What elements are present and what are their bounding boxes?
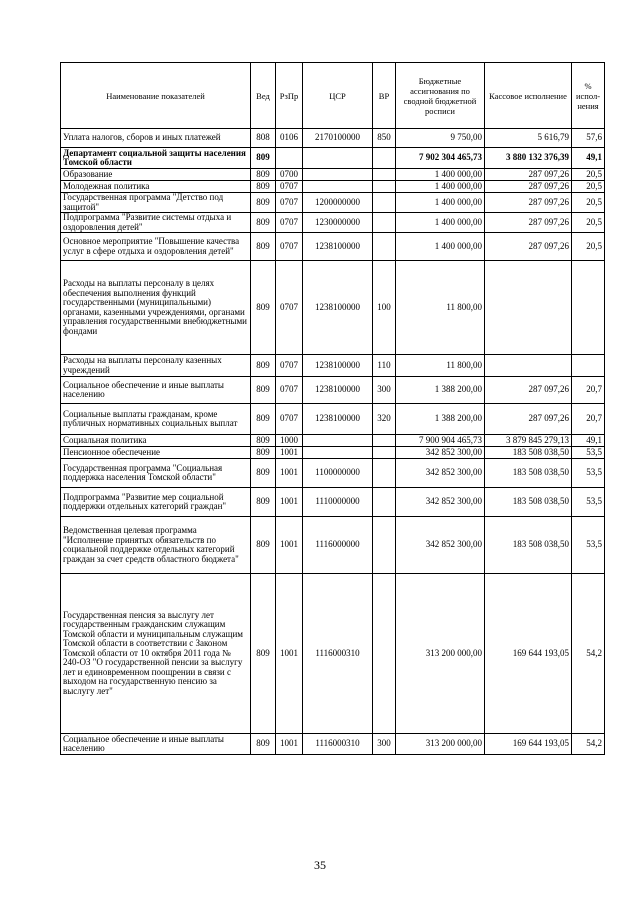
page-number: 35 [314,858,326,872]
row-vr: 100 [373,261,396,355]
row-rzpr: 0707 [276,377,303,404]
row-allocations: 342 852 300,00 [396,488,485,517]
row-csr [303,148,373,169]
row-name: Социальное обеспечение и иные выплаты населению [61,734,251,755]
row-cash-execution: 169 644 193,05 [485,734,572,755]
row-csr: 1238100000 [303,355,373,377]
row-name: Подпрограмма "Развитие мер социальной поддержки отдельных категорий граждан" [61,488,251,517]
header-allocations: Бюджетные ассигнования по сводной бюджетной росписи [396,63,485,129]
table-row [61,355,605,377]
header-rzpr: РзПр [276,63,303,129]
row-vr [373,488,396,517]
row-percent: 49,1 [572,435,605,447]
row-allocations: 1 400 000,00 [396,169,485,181]
row-allocations: 9 750,00 [396,129,485,148]
row-cash-execution: 183 508 038,50 [485,459,572,488]
row-allocations: 313 200 000,00 [396,574,485,734]
row-vr: 320 [373,404,396,435]
row-allocations: 313 200 000,00 [396,734,485,755]
row-name: Образование [61,169,251,181]
row-ved: 808 [251,129,276,148]
table-row [61,233,605,261]
row-vr: 110 [373,355,396,377]
header-csr: ЦСР [303,63,373,129]
row-percent: 54,2 [572,734,605,755]
table-row [61,181,605,193]
row-percent: 20,7 [572,404,605,435]
row-name: Ведомственная целевая программа "Исполнение принятых обязательств по социальной поддержке отдельных категорий граждан за счет средств областного бюджета" [61,517,251,574]
table-row [61,129,605,148]
row-ved: 809 [251,734,276,755]
row-cash-execution [485,261,572,355]
row-ved: 809 [251,148,276,169]
row-rzpr: 1001 [276,734,303,755]
row-rzpr: 0700 [276,169,303,181]
table-row [61,459,605,488]
row-csr: 1200000000 [303,193,373,213]
row-vr [373,435,396,447]
row-name: Расходы на выплаты персоналу казенных учреждений [61,355,251,377]
row-ved: 809 [251,447,276,459]
row-percent: 53,5 [572,447,605,459]
row-csr: 1238100000 [303,233,373,261]
row-percent: 53,5 [572,488,605,517]
row-vr [373,213,396,233]
table-row [61,213,605,233]
table-row [61,734,605,755]
row-csr: 1116000310 [303,734,373,755]
row-allocations: 342 852 300,00 [396,517,485,574]
row-csr: 1116000000 [303,517,373,574]
row-vr [373,517,396,574]
row-name: Пенсионное обеспечение [61,447,251,459]
row-ved: 809 [251,517,276,574]
table-row [61,148,605,169]
table-row [61,488,605,517]
row-name: Расходы на выплаты персоналу в целях обеспечения выполнения функций государственными (муниципальными) органами, казенными учреждениями, органами управления государственными внебюджетными фондами [61,261,251,355]
row-ved: 809 [251,169,276,181]
row-csr: 1238100000 [303,377,373,404]
row-vr: 850 [373,129,396,148]
row-ved: 809 [251,459,276,488]
row-cash-execution: 287 097,26 [485,193,572,213]
row-vr: 300 [373,377,396,404]
row-allocations: 1 400 000,00 [396,181,485,193]
row-cash-execution: 5 616,79 [485,129,572,148]
row-percent: 53,5 [572,459,605,488]
row-cash-execution: 183 508 038,50 [485,447,572,459]
row-rzpr: 1001 [276,459,303,488]
row-rzpr: 0707 [276,181,303,193]
header-cash-execution: Кассовое исполнение [485,63,572,129]
row-rzpr: 0707 [276,355,303,377]
row-percent: 57,6 [572,129,605,148]
row-rzpr: 1001 [276,488,303,517]
row-ved: 809 [251,435,276,447]
row-vr [373,459,396,488]
row-cash-execution: 169 644 193,05 [485,574,572,734]
row-allocations: 1 400 000,00 [396,213,485,233]
row-rzpr: 0707 [276,261,303,355]
row-csr: 1110000000 [303,488,373,517]
row-cash-execution: 3 880 132 376,39 [485,148,572,169]
row-percent: 54,2 [572,574,605,734]
row-percent [572,261,605,355]
row-percent: 49,1 [572,148,605,169]
table-row [61,447,605,459]
table-row [61,193,605,213]
row-rzpr: 0707 [276,233,303,261]
table-row [61,404,605,435]
row-name: Государственная программа "Детство под защитой" [61,193,251,213]
row-cash-execution: 183 508 038,50 [485,488,572,517]
row-allocations: 11 800,00 [396,355,485,377]
row-rzpr: 0707 [276,193,303,213]
row-allocations: 342 852 300,00 [396,447,485,459]
table-row [61,169,605,181]
row-vr [373,574,396,734]
row-rzpr: 0707 [276,404,303,435]
row-cash-execution: 287 097,26 [485,181,572,193]
row-csr: 1238100000 [303,404,373,435]
row-name: Государственная пенсия за выслугу лет государственным гражданским служащим Томской области и муниципальным служащим Томской области в соответствии с Законом Томской области от 10 октября 2011 года № 240-ОЗ "О государственной пенсии за выслугу лет и единовременном поощрении в связи с выходом на государственную пенсию за выслугу лет" [61,574,251,734]
row-rzpr: 1001 [276,517,303,574]
row-rzpr: 1001 [276,574,303,734]
row-csr [303,435,373,447]
row-vr [373,447,396,459]
row-csr: 1116000310 [303,574,373,734]
row-csr: 1230000000 [303,213,373,233]
row-ved: 809 [251,193,276,213]
row-ved: 809 [251,404,276,435]
budget-execution-table [60,62,605,755]
row-allocations: 11 800,00 [396,261,485,355]
row-ved: 809 [251,181,276,193]
row-ved: 809 [251,488,276,517]
header-ved: Вед [251,63,276,129]
row-cash-execution: 183 508 038,50 [485,517,572,574]
row-rzpr: 1000 [276,435,303,447]
table-row [61,574,605,734]
table-row [61,435,605,447]
row-name: Государственная программа "Социальная поддержка населения Томской области" [61,459,251,488]
row-csr [303,181,373,193]
row-ved: 809 [251,233,276,261]
row-percent: 20,5 [572,181,605,193]
row-cash-execution: 287 097,26 [485,404,572,435]
row-vr: 300 [373,734,396,755]
table-header-row [61,63,605,129]
row-allocations: 1 400 000,00 [396,233,485,261]
row-allocations: 342 852 300,00 [396,459,485,488]
row-csr [303,169,373,181]
row-name: Социальная политика [61,435,251,447]
row-rzpr: 0106 [276,129,303,148]
row-cash-execution: 287 097,26 [485,377,572,404]
row-allocations: 1 388 200,00 [396,377,485,404]
row-name: Департамент социальной защиты населения Томской области [61,148,251,169]
row-name: Основное мероприятие "Повышение качества услуг в сфере отдыха и оздоровления детей" [61,233,251,261]
row-csr: 1100000000 [303,459,373,488]
row-cash-execution: 287 097,26 [485,233,572,261]
row-vr [373,148,396,169]
row-ved: 809 [251,261,276,355]
row-allocations: 7 900 904 465,73 [396,435,485,447]
row-name: Социальное обеспечение и иные выплаты населению [61,377,251,404]
row-percent: 20,5 [572,213,605,233]
row-cash-execution: 287 097,26 [485,213,572,233]
header-vr: ВР [373,63,396,129]
row-name: Социальные выплаты гражданам, кроме публичных нормативных социальных выплат [61,404,251,435]
row-ved: 809 [251,355,276,377]
row-percent: 20,5 [572,233,605,261]
row-cash-execution [485,355,572,377]
row-vr [373,193,396,213]
row-percent: 20,7 [572,377,605,404]
row-allocations: 1 400 000,00 [396,193,485,213]
row-ved: 809 [251,574,276,734]
row-rzpr [276,148,303,169]
row-cash-execution: 3 879 845 279,13 [485,435,572,447]
row-allocations: 7 902 304 465,73 [396,148,485,169]
row-allocations: 1 388 200,00 [396,404,485,435]
header-percent: % испол-нения [572,63,605,129]
row-percent: 20,5 [572,169,605,181]
row-name: Подпрограмма "Развитие системы отдыха и оздоровления детей" [61,213,251,233]
header-name: Наименование показателей [61,63,251,129]
row-cash-execution: 287 097,26 [485,169,572,181]
table-row [61,261,605,355]
row-percent: 53,5 [572,517,605,574]
row-vr [373,233,396,261]
row-name: Молодежная политика [61,181,251,193]
row-ved: 809 [251,377,276,404]
row-percent [572,355,605,377]
row-rzpr: 1001 [276,447,303,459]
table-row [61,517,605,574]
row-vr [373,169,396,181]
row-csr: 1238100000 [303,261,373,355]
row-csr: 2170100000 [303,129,373,148]
row-percent: 20,5 [572,193,605,213]
row-vr [373,181,396,193]
row-name: Уплата налогов, сборов и иных платежей [61,129,251,148]
row-csr [303,447,373,459]
row-rzpr: 0707 [276,213,303,233]
table-row [61,377,605,404]
row-ved: 809 [251,213,276,233]
